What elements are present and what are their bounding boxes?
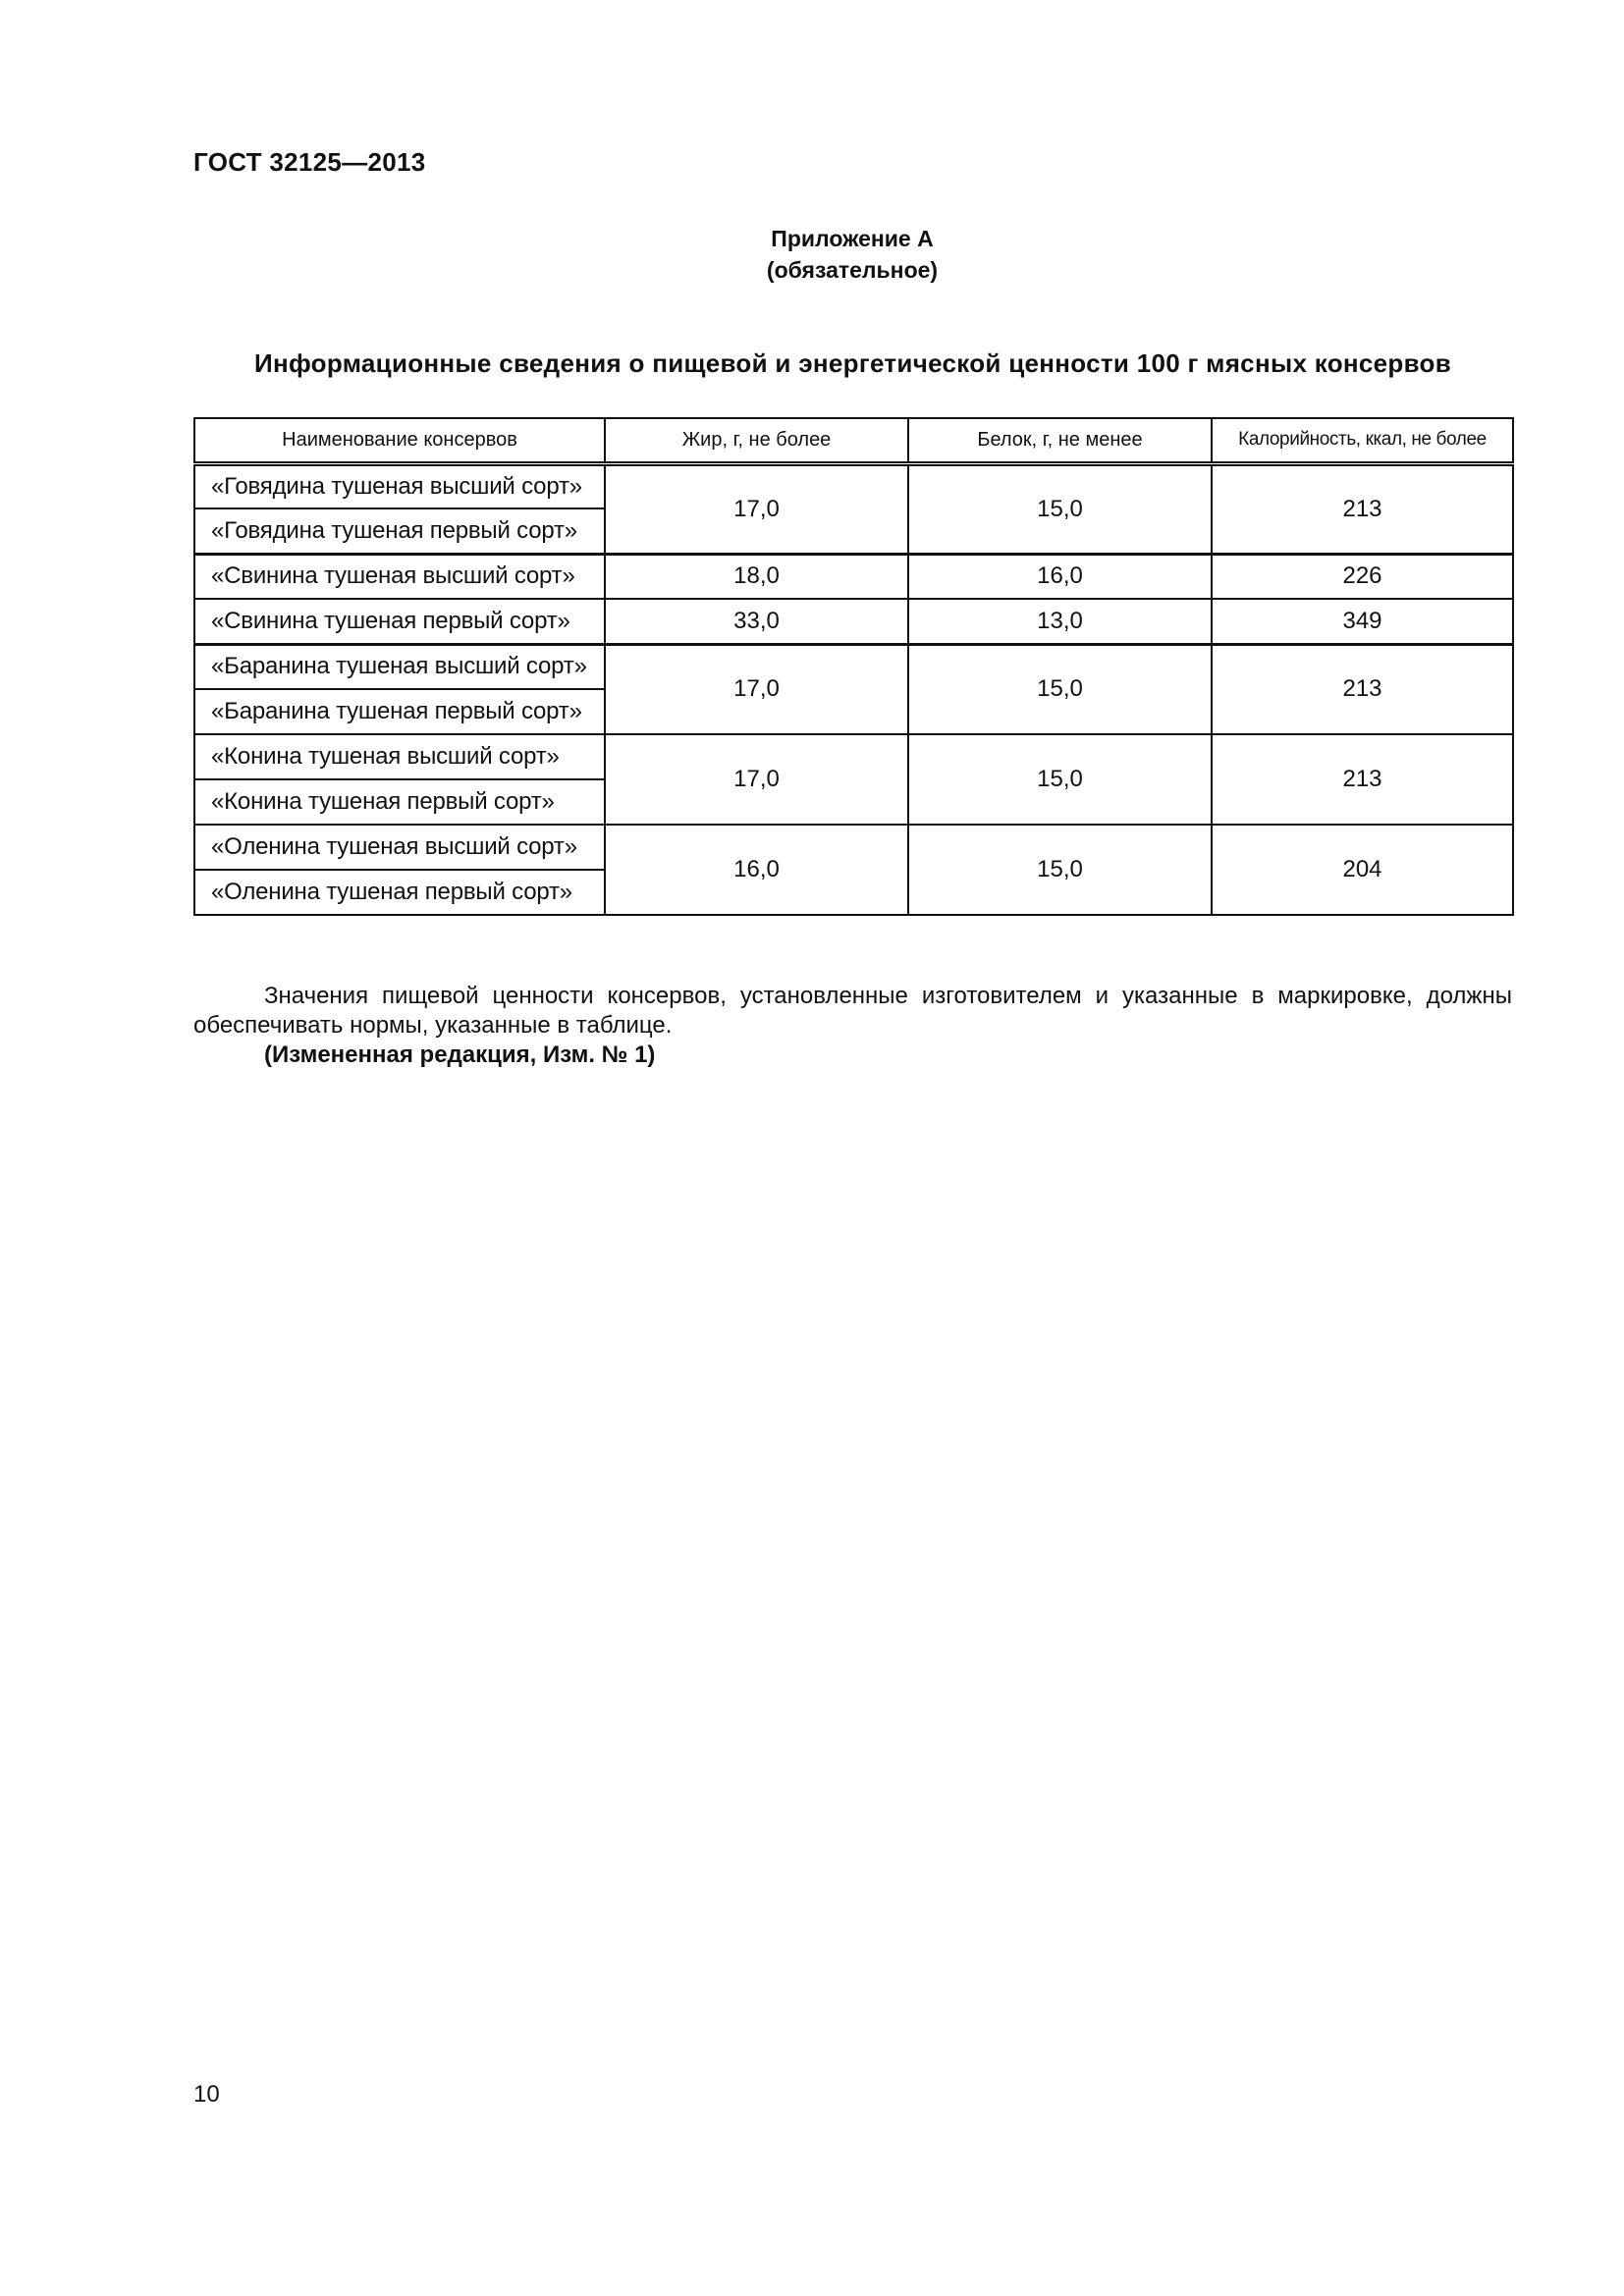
table-caption: Информационные сведения о пищевой и энергетической ценности 100 г мясных консервов (253, 348, 1451, 378)
appendix-title: Приложение А (771, 226, 934, 251)
table-row (194, 599, 1513, 644)
column-header-protein: Белок, г, не менее (908, 418, 1212, 463)
energy-value: 213 (1212, 644, 1513, 734)
revision-note: (Измененная редакция, Изм. № 1) (264, 1041, 656, 1068)
table-row (194, 734, 1513, 779)
product-name: «Говядина тушеная первый сорт» (194, 508, 605, 554)
product-name: «Баранина тушеная высший сорт» (194, 644, 605, 689)
fat-value: 17,0 (605, 644, 908, 734)
protein-value: 15,0 (908, 644, 1212, 734)
document-code: ГОСТ 32125—2013 (193, 147, 426, 177)
product-name: «Оленина тушеная высший сорт» (194, 825, 605, 870)
protein-value: 16,0 (908, 554, 1212, 599)
protein-value: 15,0 (908, 463, 1212, 554)
fat-value: 18,0 (605, 554, 908, 599)
product-name: «Оленина тушеная первый сорт» (194, 870, 605, 915)
note-text: Значения пищевой ценности консервов, установленные изготовителем и указанные в маркировке, должны обеспечивать нормы, указанные в таблице. (193, 983, 1512, 1039)
energy-value: 204 (1212, 825, 1513, 915)
table-note (193, 982, 1512, 1070)
protein-value: 15,0 (908, 734, 1212, 825)
table-row (194, 825, 1513, 870)
energy-value: 226 (1212, 554, 1513, 599)
column-header-name: Наименование консервов (194, 418, 605, 463)
product-name: «Конина тушеная первый сорт» (194, 779, 605, 825)
nutrition-table (193, 417, 1514, 916)
fat-value: 17,0 (605, 734, 908, 825)
product-name: «Баранина тушеная первый сорт» (194, 689, 605, 734)
table-row (194, 554, 1513, 599)
table-row (194, 644, 1513, 689)
energy-value: 213 (1212, 463, 1513, 554)
table-header-row (194, 418, 1513, 463)
fat-value: 16,0 (605, 825, 908, 915)
energy-value: 213 (1212, 734, 1513, 825)
product-name: «Конина тушеная высший сорт» (194, 734, 605, 779)
fat-value: 33,0 (605, 599, 908, 644)
energy-value: 349 (1212, 599, 1513, 644)
product-name: «Свинина тушеная первый сорт» (194, 599, 605, 644)
fat-value: 17,0 (605, 463, 908, 554)
table-row (194, 463, 1513, 508)
product-name: «Говядина тушеная высший сорт» (194, 463, 605, 508)
appendix-status: (обязательное) (766, 257, 939, 283)
protein-value: 15,0 (908, 825, 1212, 915)
protein-value: 13,0 (908, 599, 1212, 644)
column-header-energy: Калорийность, ккал, не более (1212, 418, 1513, 463)
product-name: «Свинина тушеная высший сорт» (194, 554, 605, 599)
page-number: 10 (193, 2081, 220, 2108)
column-header-fat: Жир, г, не более (605, 418, 908, 463)
